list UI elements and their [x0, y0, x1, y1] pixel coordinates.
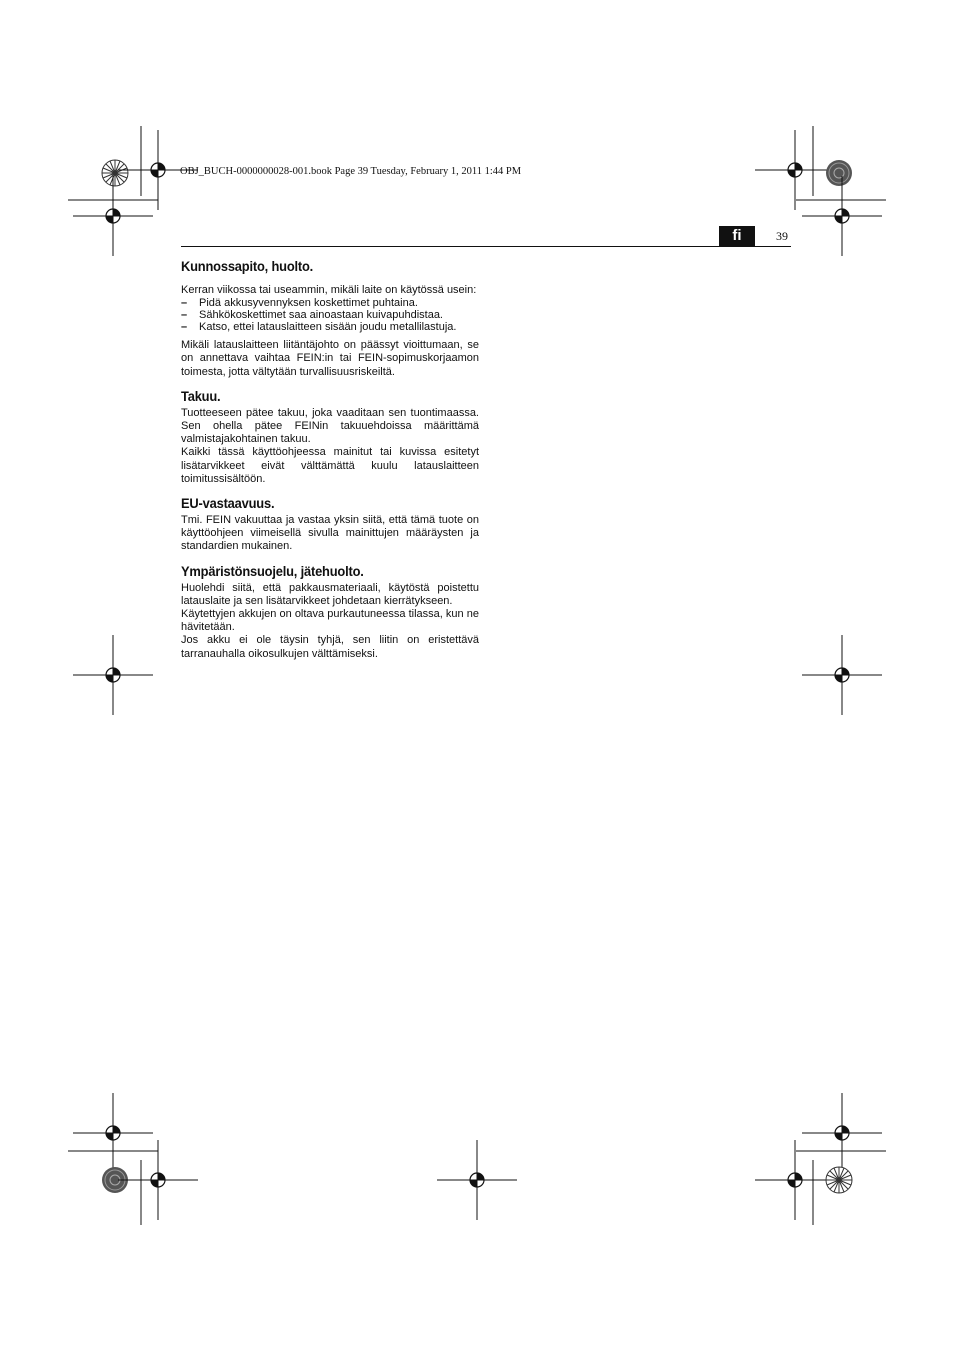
file-header: OBJ_BUCH-0000000028-001.book Page 39 Tuesday, February 1, 2011 1:44 PM [180, 166, 522, 177]
paragraph: Kaikki tässä käyttöohjeessa mainitut tai kuvissa esitetyt lisätarvikkeet eivät välttämättä kuulu latauslaitteen toimitussisältöön. [181, 446, 479, 485]
paragraph: Huolehdi siitä, että pakkausmateriaali, käytöstä poistettu latauslaite ja sen lisätarvikkeet johdetaan kierrätykseen. [181, 581, 479, 607]
bullet-dash: – [181, 309, 188, 322]
paragraph: Mikäli latauslaitteen liitäntäjohto on päässyt vioittumaan, se on annettava vaihtaa FEIN:in tai FEIN-sopimuskorjaamon toimesta, jotta vältytään turvallisuusriskeiltä. [181, 339, 479, 378]
section-warranty [181, 388, 479, 486]
section-title: Ympäristönsuojelu, jätehuolto. [181, 562, 364, 579]
header-rule [181, 246, 791, 247]
bullet-dash: – [181, 321, 188, 334]
paragraph: Jos akku ei ole täysin tyhjä, sen liitin on eristettävä tarranauhalla oikosulkujen välttämiseksi. [181, 634, 479, 660]
section-title: Takuu. [181, 387, 221, 404]
list-item: – Sähkökoskettimet saa ainoastaan kuivapuhdistaa. [181, 309, 443, 322]
list-item: – Pidä akkusyvennyksen koskettimet puhtaina. [181, 297, 418, 310]
section-eu-conformity [181, 495, 479, 554]
section-maintenance [181, 258, 479, 379]
paragraph: Kerran viikossa tai useammin, mikäli laite on käytössä usein: [181, 284, 477, 296]
section-title: EU-vastaavuus. [181, 495, 275, 512]
section-title: Kunnossapito, huolto. [181, 258, 314, 274]
paragraph: Tuotteeseen pätee takuu, joka vaaditaan sen tuontimaassa. Sen ohella pätee FEINin takuuehdoissa määrittämä valmistajakohtainen takuu. [181, 406, 479, 446]
paragraph: Tmi. FEIN vakuuttaa ja vastaa yksin siitä, että tämä tuote on käyttöohjeen viimeisellä sivulla mainittujen määräysten ja standardien mukainen. [181, 514, 479, 553]
list-item: – Katso, ettei latauslaitteen sisään joudu metallilastuja. [181, 321, 457, 334]
page-number: 39 [776, 229, 788, 243]
paragraph: Käytettyjen akkujen on oltava purkautuneessa tilassa, kun ne hävitetään. [181, 608, 479, 634]
bullet-dash: – [181, 297, 188, 310]
language-badge: fi [719, 226, 755, 246]
section-environment [181, 563, 479, 661]
content-column [181, 258, 479, 661]
bullet-list [181, 297, 479, 333]
